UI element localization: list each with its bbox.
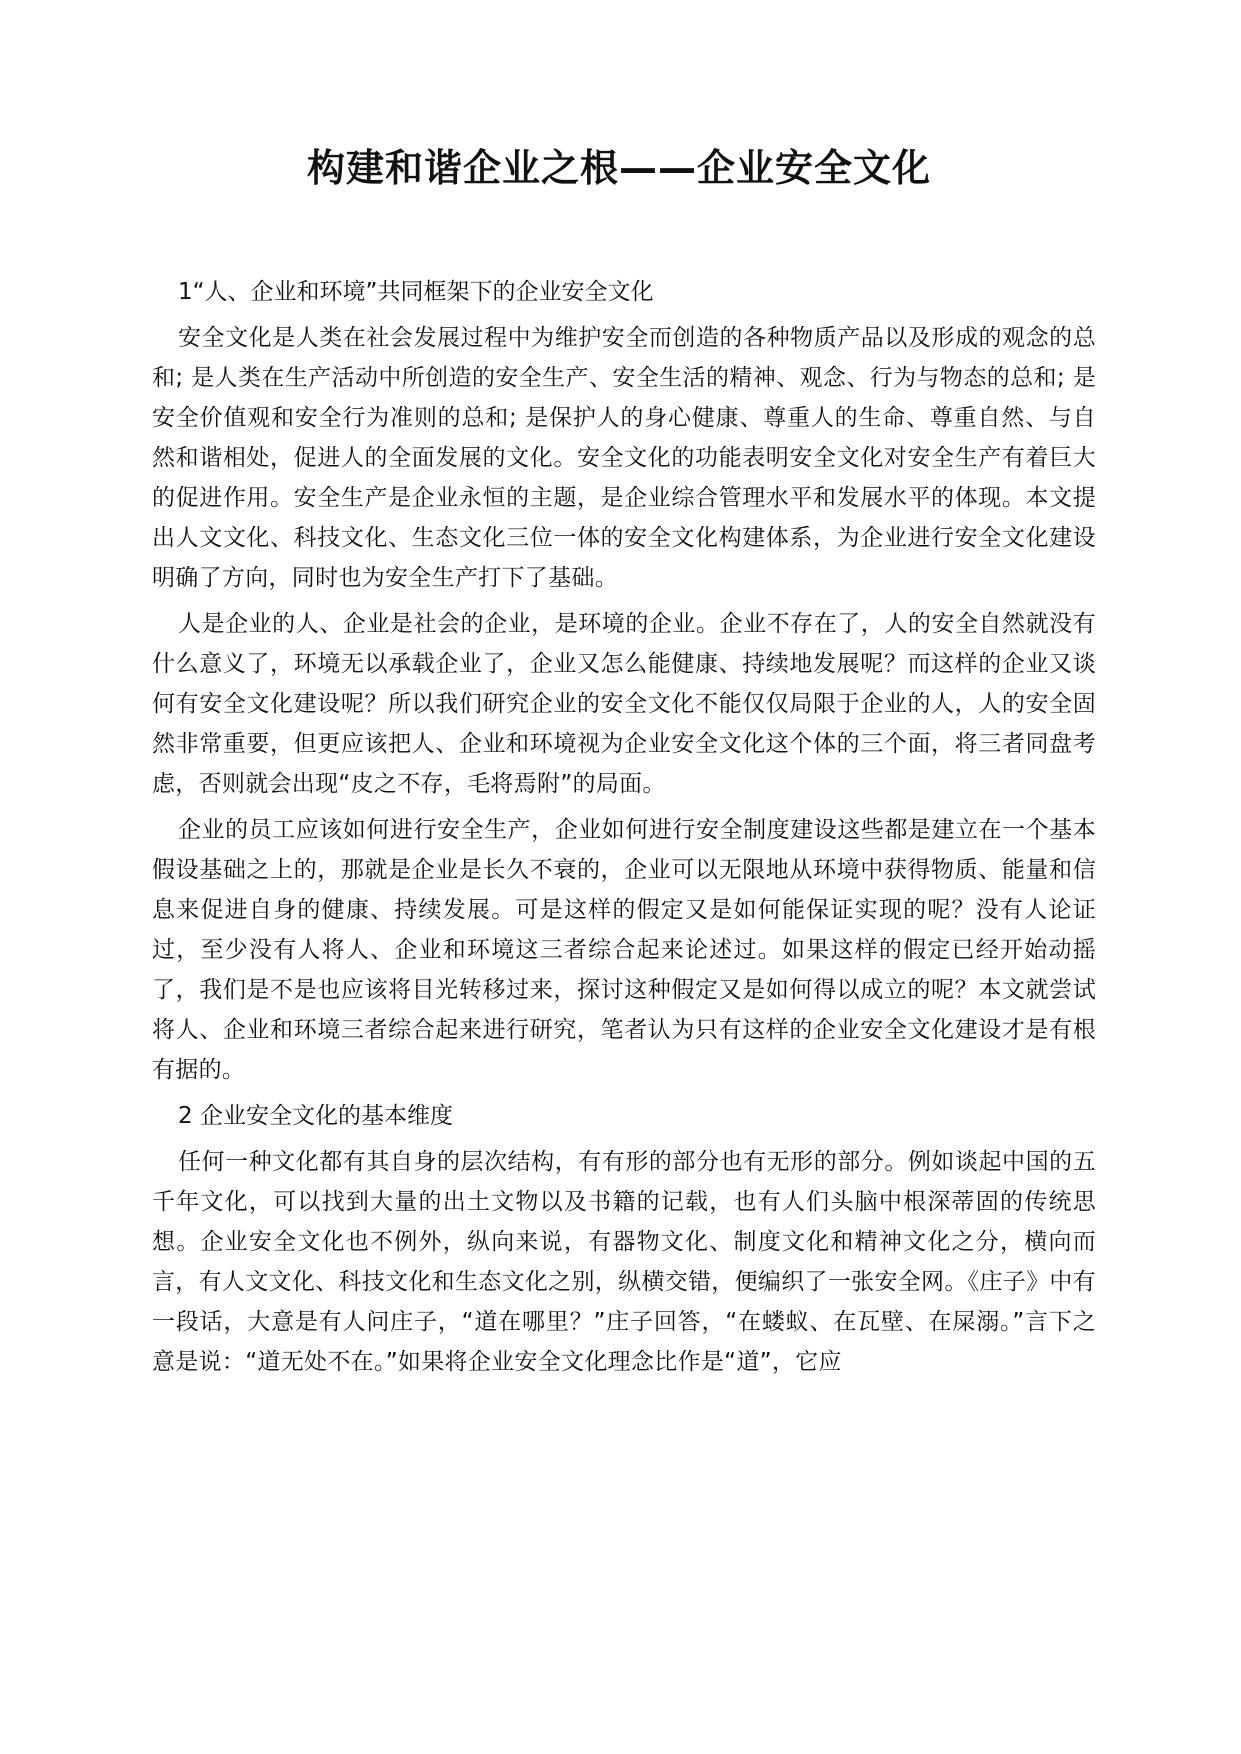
paragraph-1: 安全文化是人类在社会发展过程中为维护安全而创造的各种物质产品以及形成的观念的总和; 是人类在生产活动中所创造的安全生产、安全生活的精神、观念、行为与物态的总和; 是安全价值观和安全行为准则的总和; 是保护人的身心健康、尊重人的生命、尊重自然、与自然和谐相处，促进人的全面发展的文化。安全文化的功能表明安全文化对安全生产有着巨大的促进作用。安全生产是企业永恒的主题，是企业综合管理水平和发展水平的体现。本文提出人文文化、科技文化、生态文化三位一体的安全文化构建体系，为企业进行安全文化建设明确了方向，同时也为安全生产打下了基础。 — [152, 325, 1096, 591]
paragraph-3: 企业的员工应该如何进行安全生产，企业如何进行安全制度建设这些都是建立在一个基本假设基础之上的，那就是企业是长久不衰的，企业可以无限地从环境中获得物质、能量和信息来促进自身的健康、持续发展。可是这样的假定又是如何能保证实现的呢？没有人论证过，至少没有人将人、企业和环境这三者综合起来论述过。如果这样的假定已经开始动摇了，我们是不是也应该将目光转移过来，探讨这种假定又是如何得以成立的呢？本文就尝试将人、企业和环境三者综合起来进行研究，笔者认为只有这样的企业安全文化建设才是有根有据的。 — [152, 817, 1096, 1083]
section-1-heading: 1“人、企业和环境”共同框架下的企业安全文化 — [178, 279, 654, 305]
paragraph-4: 任何一种文化都有其自身的层次结构，有有形的部分也有无形的部分。例如谈起中国的五千年文化，可以找到大量的出土文物以及书籍的记载，也有人们头脑中根深蒂固的传统思想。企业安全文化也不例外，纵向来说，有器物文化、制度文化和精神文化之分，横向而言，有人文文化、科技文化和生态文化之别，纵横交错，便编织了一张安全网。《庄子》中有一段话，大意是有人问庄子，“道在哪里？”庄子回答，“在蝼蚁、在瓦壁、在屎溺。”言下之意是说：“道无处不在。”如果将企业安全文化理念比作是“道”，它应 — [152, 1149, 1096, 1375]
document-page — [152, 140, 1096, 1388]
paragraph-2: 人是企业的人、企业是社会的企业，是环境的企业。企业不存在了，人的安全自然就没有什么意义了，环境无以承载企业了，企业又怎么能健康、持续地发展呢？而这样的企业又谈何有安全文化建设呢？所以我们研究企业的安全文化不能仅仅局限于企业的人，人的安全固然非常重要，但更应该把人、企业和环境视为企业安全文化这个体的三个面，将三者同盘考虑，否则就会出现“皮之不存，毛将焉附”的局面。 — [152, 611, 1096, 797]
document-title: 构建和谐企业之根——企业安全文化 — [306, 146, 931, 190]
section-2-heading: 2 企业安全文化的基本维度 — [178, 1103, 453, 1129]
